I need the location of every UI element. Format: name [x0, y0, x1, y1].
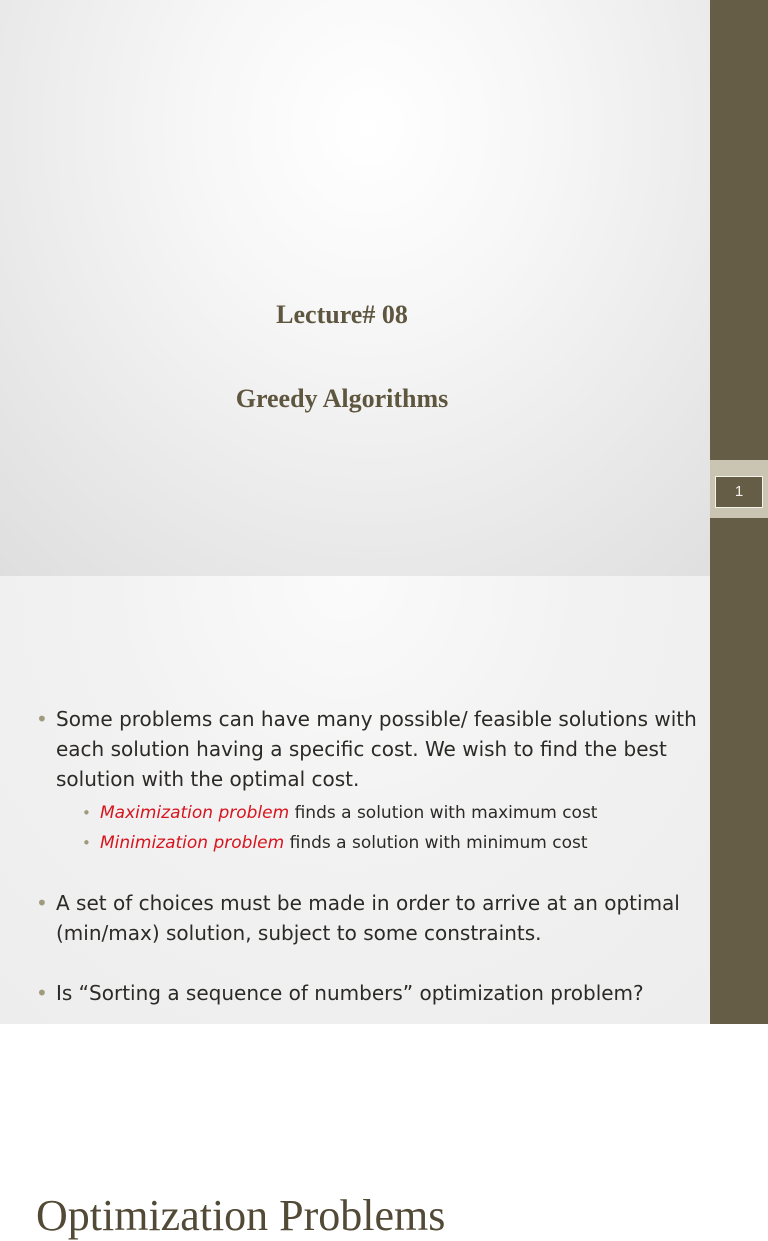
sub-bullet-item: [80, 798, 708, 828]
bullet-item: [36, 888, 708, 948]
sub-bullet-list: [80, 798, 708, 858]
bullet-item: [36, 978, 708, 1008]
title-slide: [0, 0, 768, 576]
bullet-item: [36, 704, 708, 858]
lecture-subtitle: Greedy Algorithms: [235, 384, 449, 413]
sub-bullet-item: [80, 828, 708, 858]
bullet-text: Is “Sorting a sequence of numbers” optimization problem?: [56, 981, 644, 1005]
bullet-text: Some problems can have many possible/ feasible solutions with each solution having a specific cost. We wish to find the best solution with the optimal cost.: [56, 707, 697, 791]
sub-bullet-text: finds a solution with minimum cost: [284, 833, 588, 853]
bullet-list: [36, 704, 708, 1008]
highlighted-term: Maximization problem: [100, 803, 290, 823]
lecture-title: Lecture# 08: [276, 300, 408, 329]
sub-bullet-text: finds a solution with maximum cost: [289, 803, 598, 823]
slide-heading: Optimization Problems: [36, 1191, 446, 1240]
highlighted-term: Minimization problem: [100, 833, 285, 853]
slide-number: 1: [715, 476, 763, 508]
bullet-text: A set of choices must be made in order to arrive at an optimal (min/max) solution, subject to some constraints.: [56, 891, 680, 945]
